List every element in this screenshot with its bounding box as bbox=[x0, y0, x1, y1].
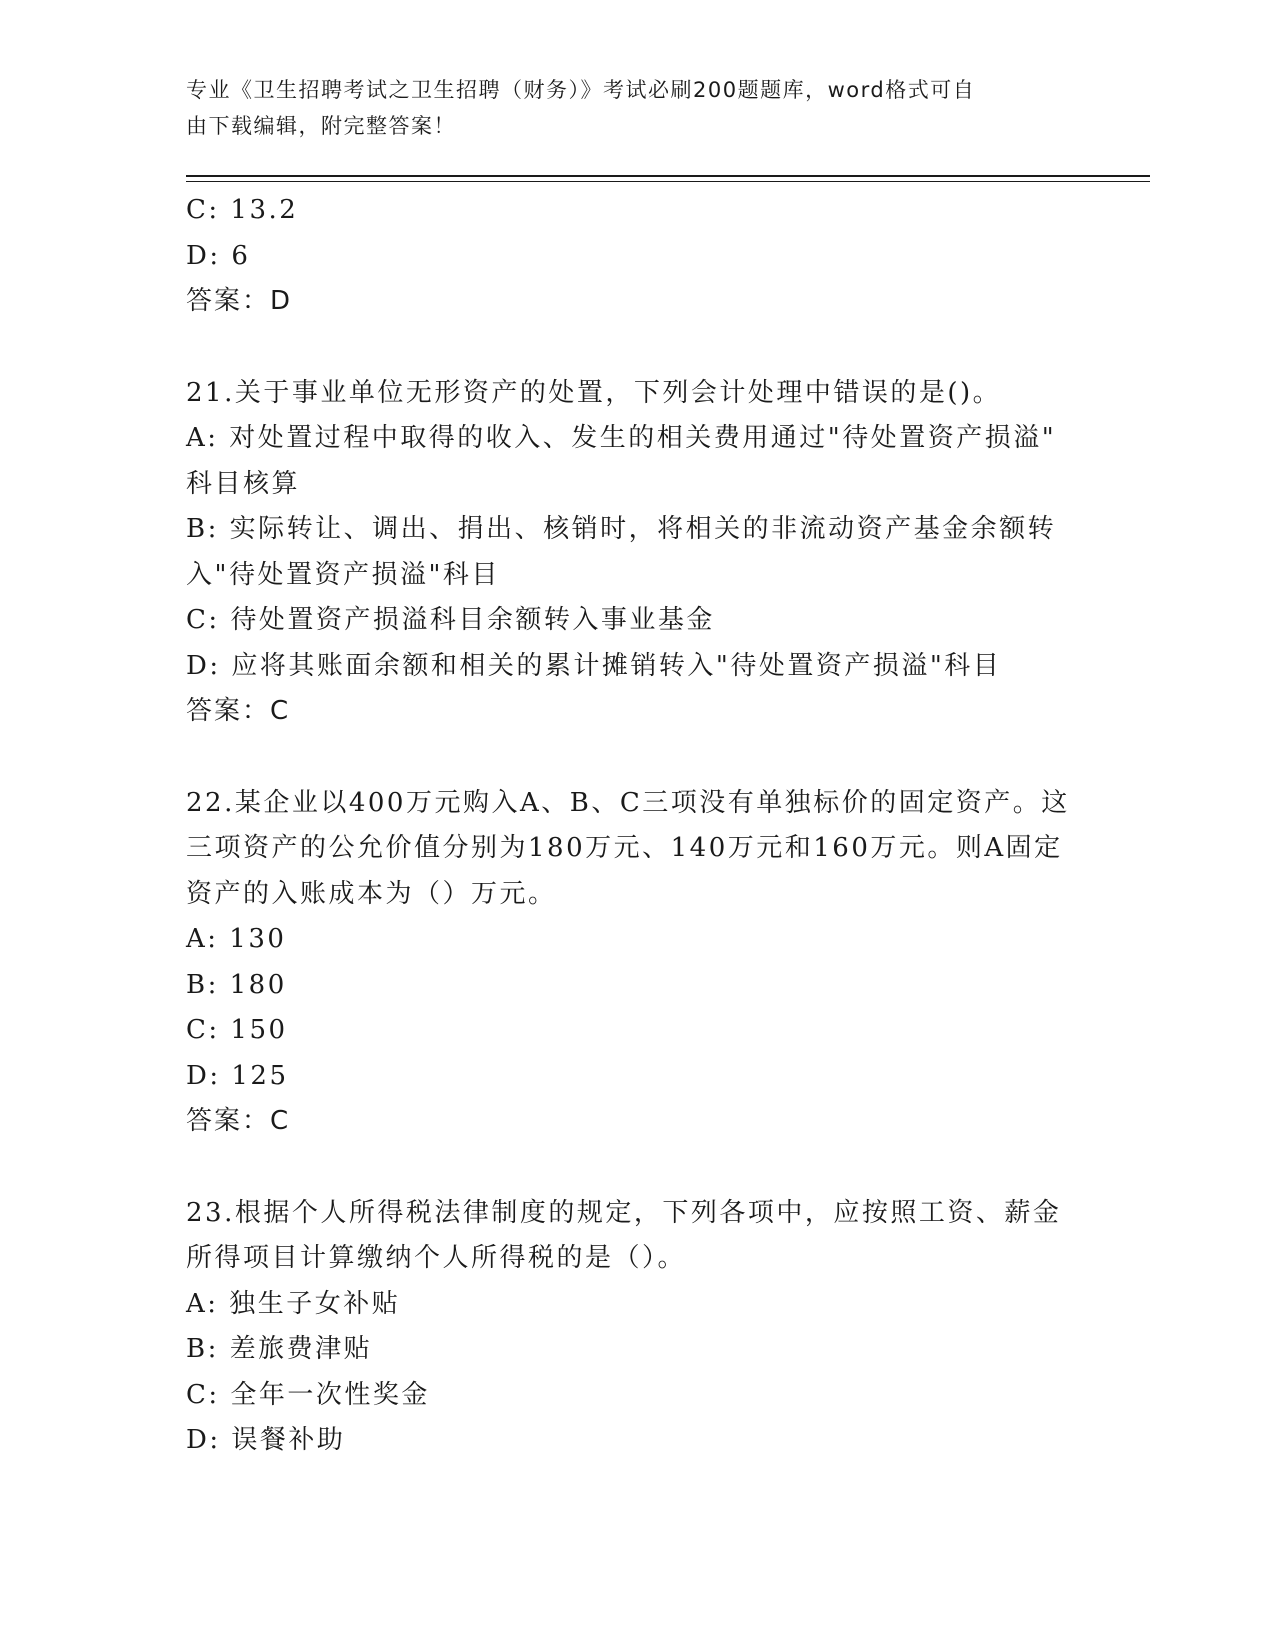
header-rule-thick bbox=[186, 175, 1150, 177]
header-line-1: 专业《卫生招聘考试之卫生招聘（财务）》考试必刷200题题库，word格式可自 bbox=[186, 78, 976, 102]
question-20-fragment bbox=[186, 188, 1086, 325]
answer-line: 答案：C bbox=[186, 1106, 291, 1136]
option-a: A: 对处置过程中取得的收入、发生的相关费用通过"待处置资产损溢" bbox=[186, 423, 1057, 453]
question-stem-continued: 所得项目计算缴纳个人所得税的是（）。 bbox=[186, 1243, 687, 1273]
option-d: D: 误餐补助 bbox=[186, 1425, 346, 1455]
option-b: B: 180 bbox=[186, 969, 287, 1000]
option-a-continued: 科目核算 bbox=[186, 468, 301, 499]
header-rule-thin bbox=[186, 181, 1150, 182]
document-body bbox=[186, 188, 1086, 1464]
question-21 bbox=[186, 371, 1086, 735]
question-stem: 23.根据个人所得税法律制度的规定，下列各项中，应按照工资、薪金 bbox=[186, 1197, 1062, 1228]
question-22 bbox=[186, 781, 1086, 1145]
option-c: C: 全年一次性奖金 bbox=[186, 1379, 430, 1410]
option-b: B: 差旅费津贴 bbox=[186, 1334, 373, 1364]
option-c: C: 150 bbox=[186, 1015, 288, 1045]
header-line-2: 由下载编辑，附完整答案！ bbox=[186, 114, 456, 138]
question-23 bbox=[186, 1191, 1086, 1464]
option-d: D: 应将其账面余额和相关的累计摊销转入"待处置资产损溢"科目 bbox=[186, 650, 1002, 681]
option-a: A: 独生子女补贴 bbox=[186, 1288, 401, 1319]
question-stem: 21.关于事业单位无形资产的处置，下列会计处理中错误的是()。 bbox=[186, 377, 1002, 408]
option-b: B: 实际转让、调出、捐出、核销时，将相关的非流动资产基金余额转 bbox=[186, 514, 1057, 544]
option-d: D: 125 bbox=[186, 1060, 289, 1091]
option-c: C: 待处置资产损溢科目余额转入事业基金 bbox=[186, 605, 715, 635]
option-c: C: 13.2 bbox=[186, 195, 299, 225]
document-header bbox=[186, 72, 1066, 144]
answer-line: 答案：D bbox=[186, 286, 293, 316]
question-stem-continued: 三项资产的公允价值分别为180万元、140万元和160万元。则A固定 bbox=[186, 833, 1063, 863]
answer-line: 答案：C bbox=[186, 696, 291, 726]
spacer bbox=[186, 735, 1086, 781]
spacer bbox=[186, 325, 1086, 371]
spacer bbox=[186, 1145, 1086, 1191]
question-stem: 22.某企业以400万元购入A、B、C三项没有单独标价的固定资产。这 bbox=[186, 787, 1070, 818]
question-stem-continued: 资产的入账成本为（）万元。 bbox=[186, 878, 557, 909]
option-a: A: 130 bbox=[186, 924, 287, 954]
option-b-continued: 入"待处置资产损溢"科目 bbox=[186, 559, 500, 590]
option-d: D: 6 bbox=[186, 240, 251, 271]
